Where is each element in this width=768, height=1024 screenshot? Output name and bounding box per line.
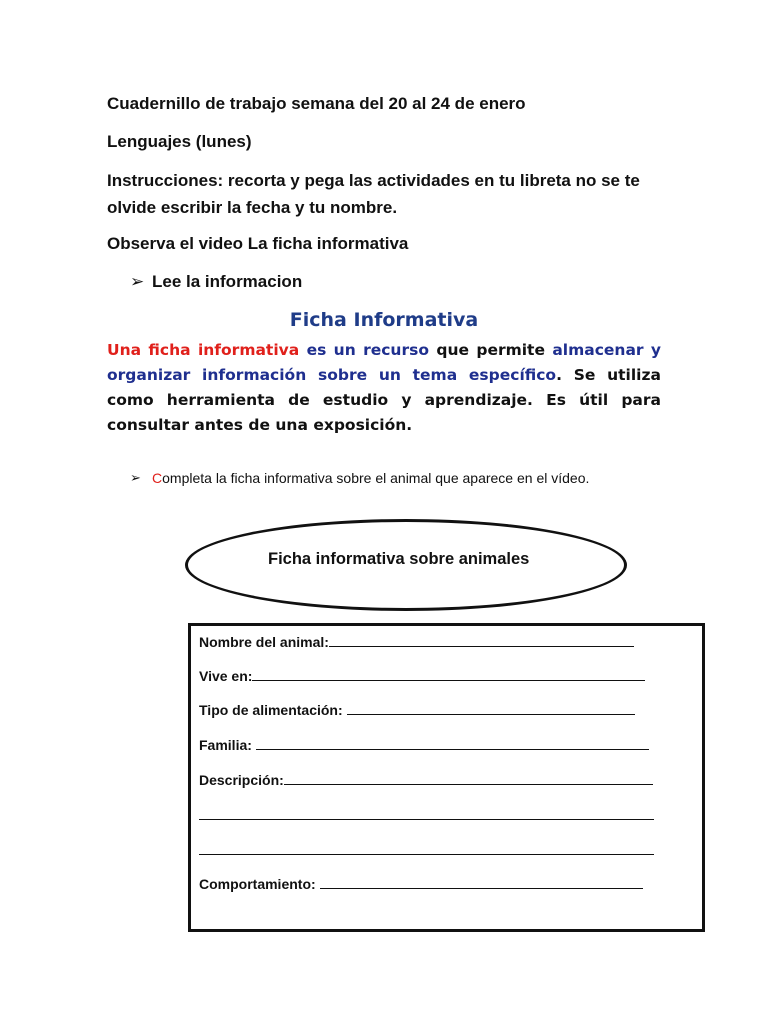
field-label: Comportamiento:: [199, 876, 316, 892]
field-blank[interactable]: [320, 874, 643, 889]
field-label: Vive en:: [199, 668, 253, 684]
field-nombre: [199, 632, 634, 651]
form-title: Ficha informativa sobre animales: [268, 550, 530, 568]
field-label: Descripción:: [199, 772, 284, 788]
ficha-definition-paragraph: [107, 338, 661, 438]
field-comportamiento: [199, 874, 643, 893]
field-label: Nombre del animal:: [199, 634, 329, 650]
field-blank[interactable]: [199, 840, 654, 855]
field-alimentacion: [199, 700, 635, 719]
field-descripcion-extra-2: [199, 840, 654, 859]
arrow-bullet-icon: ➢: [130, 470, 141, 485]
definition-connector: que permite: [436, 341, 545, 359]
arrow-bullet-icon: ➢: [130, 272, 145, 291]
field-label: Familia:: [199, 737, 252, 753]
observe-video-line: Observa el video La ficha informativa: [107, 234, 409, 253]
field-descripcion: [199, 770, 653, 789]
read-info-text: Lee la informacion: [152, 272, 303, 291]
worksheet-title: Cuadernillo de trabajo semana del 20 al 24 de enero: [107, 94, 526, 113]
field-blank[interactable]: [256, 735, 649, 750]
subject-line: Lenguajes (lunes): [107, 132, 252, 151]
definition-term: Una ficha informativa: [107, 341, 300, 359]
field-blank[interactable]: [252, 666, 645, 681]
activity-first-letter: C: [152, 470, 163, 486]
definition-rest: . Se utiliza como herramienta de estudio y aprendizaje. Es útil para consultar antes de una exposición.: [107, 366, 661, 434]
field-blank[interactable]: [284, 770, 653, 785]
activity-text: ompleta la ficha informativa sobre el animal que aparece en el vídeo.: [162, 470, 590, 486]
field-label: Tipo de alimentación:: [199, 702, 343, 718]
definition-resource: es un recurso: [306, 341, 429, 359]
field-vive: [199, 666, 645, 685]
instructions-line-2: olvide escribir la fecha y tu nombre.: [107, 198, 398, 217]
activity-instruction: [130, 468, 660, 488]
definition-purpose: almacenar y organizar información sobre un tema específico: [107, 341, 662, 384]
field-blank[interactable]: [347, 700, 635, 715]
field-blank[interactable]: [199, 805, 654, 820]
field-blank[interactable]: [329, 632, 634, 647]
field-familia: [199, 735, 649, 754]
field-descripcion-extra-1: [199, 805, 654, 824]
read-info-bullet: [130, 270, 302, 294]
ficha-section-title: Ficha Informativa: [289, 309, 479, 331]
instructions-line-1: Instrucciones: recorta y pega las actividades en tu libreta no se te: [107, 171, 640, 190]
